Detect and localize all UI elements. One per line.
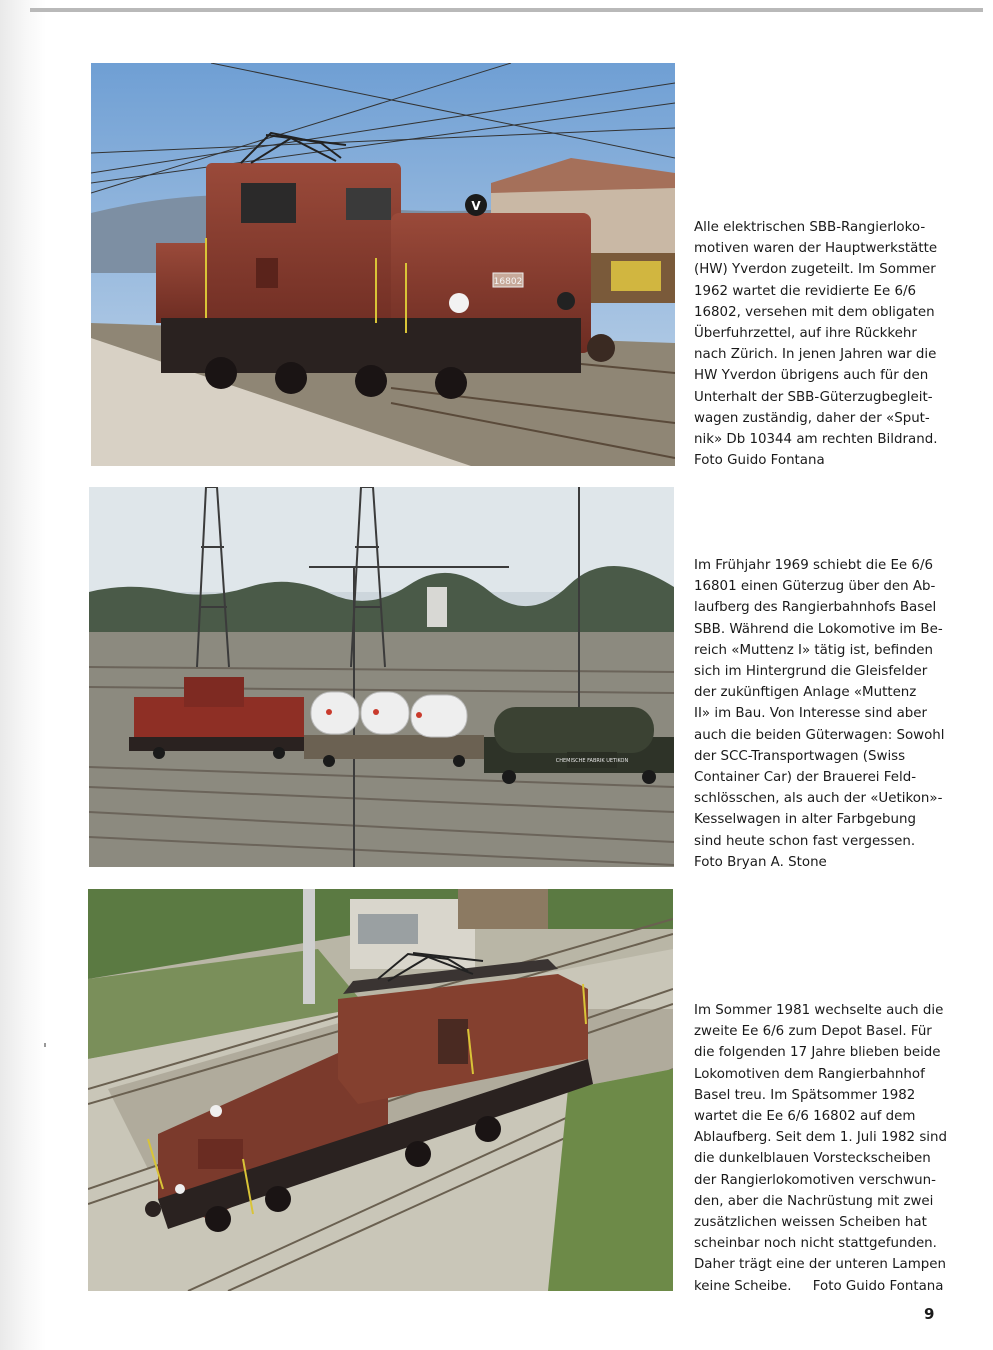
caption-line: auch die beiden Güterwagen: Sowohl	[694, 727, 945, 743]
v-sign: V	[471, 199, 481, 213]
margin-mark	[44, 1043, 46, 1047]
caption-line: Ablaufberg. Seit dem 1. Juli 1982 sind	[694, 1130, 947, 1146]
caption-line: der zukünftigen Anlage «Muttenz	[694, 685, 917, 701]
caption-line: Lokomotiven dem Rangierbahnhof	[694, 1066, 925, 1082]
caption-line: zweite Ee 6/6 zum Depot Basel. Für	[694, 1024, 932, 1040]
photo-credit: Foto Guido Fontana	[694, 453, 825, 469]
caption-line: reich «Muttenz I» tätig ist, befinden	[694, 642, 933, 658]
caption-line: wagen zuständig, daher der «Sput-	[694, 410, 930, 426]
caption-line: Kesselwagen in alter Farbgebung	[694, 812, 916, 828]
caption-line: Alle elektrischen SBB-Rangierloko-	[694, 220, 926, 235]
photo-credit: Foto Bryan A. Stone	[694, 854, 827, 870]
caption-photo-2	[694, 555, 954, 873]
caption-line: nik» Db 10344 am rechten Bildrand.	[694, 432, 938, 448]
caption-line: sind heute schon fast vergessen.	[694, 833, 916, 849]
caption-photo-1	[694, 217, 954, 471]
caption-line: Im Sommer 1981 wechselte auch die	[694, 1003, 944, 1018]
caption-line: 16802, versehen mit dem obligaten	[694, 304, 935, 320]
caption-line: (HW) Yverdon zugeteilt. Im Sommer	[694, 262, 936, 278]
caption-line: die dunkelblauen Vorsteckscheiben	[694, 1151, 931, 1167]
photo-loco-ablaufberg	[88, 889, 673, 1291]
top-rule	[30, 8, 983, 12]
caption-photo-3	[694, 1000, 954, 1297]
caption-line: laufberg des Rangierbahnhofs Basel	[694, 600, 937, 616]
caption-line: Basel treu. Im Spätsommer 1982	[694, 1087, 916, 1103]
caption-line: HW Yverdon übrigens auch für den	[694, 368, 929, 384]
page-gutter-shadow	[0, 0, 46, 1350]
caption-line: Unterhalt der SBB-Güterzugbegleit-	[694, 389, 933, 405]
caption-line: nach Zürich. In jenen Jahren war die	[694, 347, 937, 363]
caption-line: die folgenden 17 Jahre blieben beide	[694, 1045, 941, 1061]
caption-line: zusätzlichen weissen Scheiben hat	[694, 1215, 927, 1231]
photo-freight-train-basel	[89, 487, 674, 867]
caption-line: 16801 einen Güterzug über den Ab-	[694, 579, 936, 595]
caption-line: SBB. Während die Lokomotive im Be-	[694, 621, 943, 637]
page-number: 9	[924, 1305, 935, 1323]
caption-line: sich im Hintergrund die Gleisfelder	[694, 664, 928, 680]
caption-line: Daher trägt eine der unteren Lampen	[694, 1257, 947, 1273]
caption-line: der SCC-Transportwagen (Swiss	[694, 748, 906, 764]
caption-line: den, aber die Nachrüstung mit zwei	[694, 1193, 934, 1209]
caption-line: wartet die Ee 6/6 16802 auf dem	[694, 1109, 916, 1125]
tank-wagon-label: CHEMISCHE FABRIK UETIKON	[555, 758, 629, 764]
caption-line: II» im Bau. Von Interesse sind aber	[694, 706, 928, 722]
caption-line: scheinbar noch nicht stattgefunden.	[694, 1236, 937, 1252]
caption-line: Überfuhrzettel, auf ihre Rückkehr	[694, 326, 917, 342]
caption-line: Im Frühjahr 1969 schiebt die Ee 6/6	[694, 558, 933, 573]
caption-line: keine Scheibe. Foto Guido Fontana	[694, 1278, 944, 1294]
caption-line: 1962 wartet die revidierte Ee 6/6	[694, 283, 917, 299]
photo-loco-yverdon	[91, 63, 675, 466]
caption-line: schlösschen, als auch der «Uetikon»-	[694, 791, 943, 807]
caption-line: motiven waren der Hauptwerkstätte	[694, 241, 938, 257]
caption-line: Container Car) der Brauerei Feld-	[694, 770, 917, 786]
caption-line: der Rangierlokomotiven verschwun-	[694, 1172, 936, 1188]
loco-number-plate: 16802	[493, 277, 523, 287]
